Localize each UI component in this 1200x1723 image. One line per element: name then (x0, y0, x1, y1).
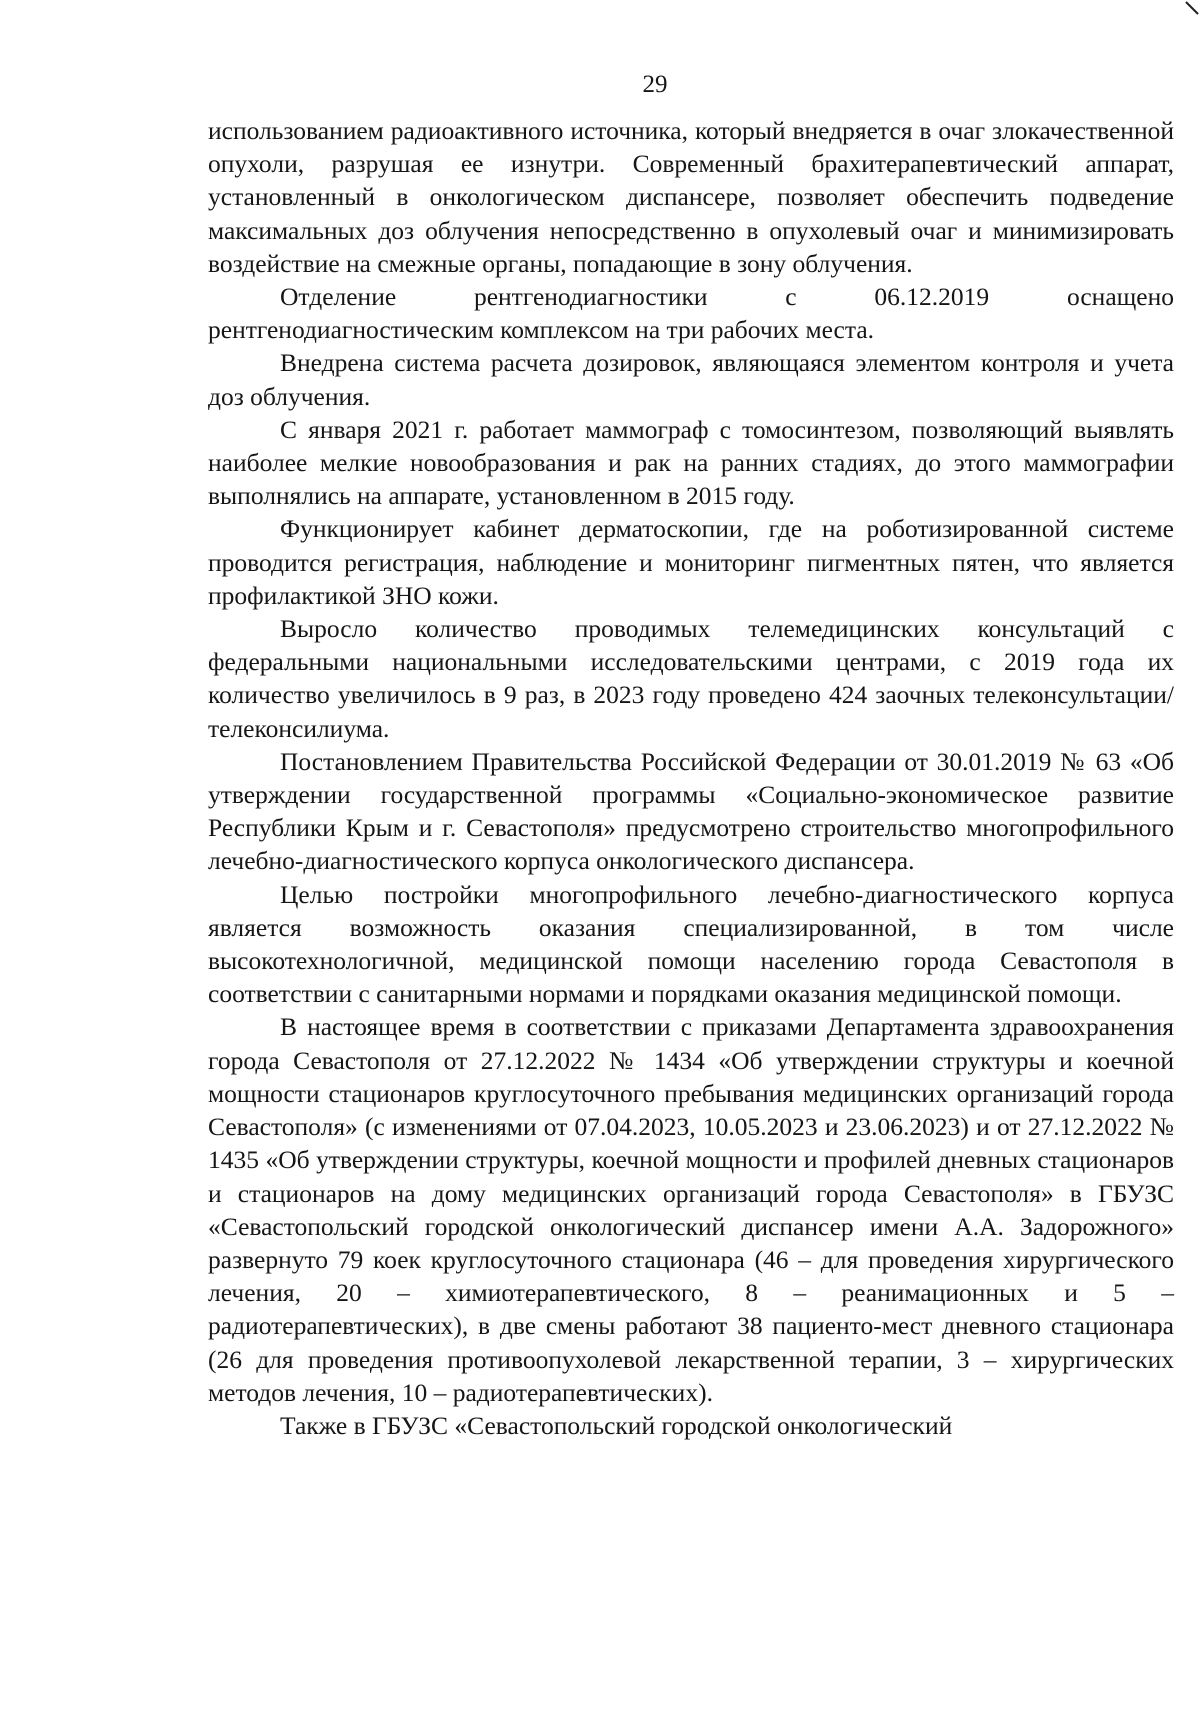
paragraph-3: Внедрена система расчета дозировок, являющаяся элементом контроля и учета доз облучения. (208, 348, 1174, 411)
paragraph-8: Целью постройки многопрофильного лечебно-диагностического корпуса является возможность оказания специализированной, в том числе высокотехнологичной, медицинской помощи населению города Севастополя в соответствии с санитарными нормами и порядками оказания медицинской помощи. (208, 879, 1174, 1009)
paragraph-4: С января 2021 г. работает маммограф с томосинтезом, позволяющий выявлять наиболее мелкие новообразования и рак на ранних стадиях, до этого маммографии выполнялись на аппарате, установленном в 2015 году. (208, 414, 1174, 511)
paragraph-5: Функционирует кабинет дерматоскопии, где на роботизированной системе проводится регистрация, наблюдение и мониторинг пигментных пятен, что является профилактикой ЗНО кожи. (208, 514, 1174, 610)
document-body (208, 114, 1174, 1442)
paragraph-9: В настоящее время в соответствии с приказами Департамента здравоохранения города Севастополя от 27.12.2022 № 1434 «Об утверждении структуры и коечной мощности стационаров круглосуточного пребывания медицинских организаций города Севастополя» (с изменениями от 07.04.2023, 10.05.2023 и 23.06.2023) и от 27.12.2022 № 1435 «Об утверждении структуры, коечной мощности и профилей дневных стационаров и стационаров на дому медицинских организаций города Севастополя» в ГБУЗС «Севастопольский городской онкологический диспансер имени А.А. Задорожного» развернуто 79 коек круглосуточного стационара (46 – для проведения хирургического лечения, 20 – химиотерапевтического, 8 – реанимационных и 5 – радиотерапевтических), в две смены работают 38 пациенто-мест дневного стационара (26 для проведения противоопухолевой лекарственной терапии, 3 – хирургических методов лечения, 10 – радиотерапевтических). (208, 1012, 1174, 1407)
paragraph-6: Выросло количество проводимых телемедицинских консультаций с федеральными национальными исследовательскими центрами, с 2019 года их количество увеличилось в 9 раз, в 2023 году проведено 424 заочных телеконсультации/телеконсилиума. (208, 614, 1174, 743)
paragraph-7: Постановлением Правительства Российской Федерации от 30.01.2019 № 63 «Об утверждении государственной программы «Социально-экономическое развитие Республики Крым и г. Севастополя» предусмотрено строительство многопрофильного лечебно-диагностического корпуса онкологического диспансера. (208, 746, 1174, 876)
paragraph-10: Также в ГБУЗС «Севастопольский городской онкологический (280, 1410, 953, 1440)
paragraph-1: использованием радиоактивного источника, который внедряется в очаг злокачественной опухоли, разрушая ее изнутри. Современный брахитерапевтический аппарат, установленный в онкологическом диспансере, позволяет обеспечить подведение максимальных доз облучения непосредственно в опухолевый очаг и минимизировать воздействие на смежные органы, попадающие в зону облучения. (208, 116, 1174, 278)
corner-scan-mark (1182, 0, 1200, 18)
page-number: 29 (642, 71, 668, 98)
paragraph-2: Отделение рентгенодиагностики с 06.12.2019 оснащено рентгенодиагностическим комплексом на три рабочих места. (208, 282, 1174, 345)
